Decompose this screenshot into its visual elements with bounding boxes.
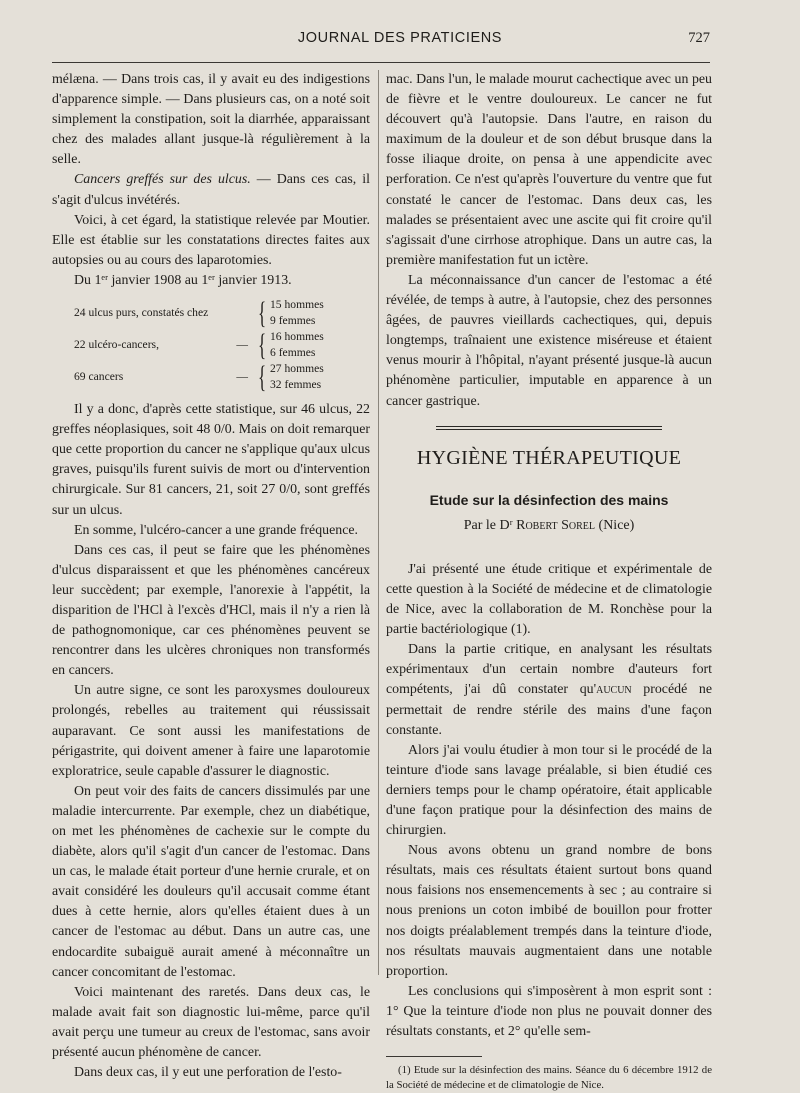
paragraph: Les conclusions qui s'imposèrent à mon esprit sont : 1° Que la teinture d'iode non plus ne pouvait donner des résultats constants, et 2° qu'elle sem- <box>386 983 712 1040</box>
paragraph: On peut voir des faits de cancers dissimulés par une maladie intercurrente. Par exemple, chez un diabétique, on met les phénomènes de cachexie sur le compte du diabète, alors qu'il s'agit d'un cancer de l'estomac. Dans un cas, le malade était porteur d'une hernie crurale, et on avait considéré les douleurs qu'il accusait comme étant dues à cette hernie, alors qu'elles étaient dues à un cancer de l'estomac au début. Dans un autre cas, une endocardite subaiguë aurait amené à méconnaître un cancer concomitant de l'estomac. <box>52 783 370 980</box>
section-rule <box>436 426 662 430</box>
paragraph <box>386 640 712 740</box>
stat-dash: — <box>236 369 248 383</box>
stat-label <box>52 305 258 321</box>
left-column <box>52 70 370 1083</box>
stat-women: 32 femmes <box>270 377 322 391</box>
paragraph: Un autre signe, ce sont les paroxysmes douloureux prolongés, rebelles au traitement qui réussissait auparavant. Ce sont aussi les manifestations de périgastrite, qui doivent amener à faire une laparotomie exploratrice, seule capable d'assurer le diagnostic. <box>52 683 370 779</box>
paragraph: Nous avons obtenu un grand nombre de bons résultats, mais ces résultats étaient surtout bons quand nous faisions nos ensemencements à sec ; au contraire si nous prenions un coton imbibé de bouillon pour frotter nos doigts préalablement trempés dans la teinture d'iode, nos résultats mauvais augmentaient dans une notable proportion. <box>386 843 712 979</box>
stat-women: 6 femmes <box>270 345 316 359</box>
byline-place: (Nice) <box>598 517 635 533</box>
byline-prefix: Par le Dʳ <box>463 517 513 533</box>
paragraph: Dans deux cas, il y eut une perforation de l'esto- <box>74 1065 342 1081</box>
stat-values <box>270 329 324 360</box>
stat-men: 27 hommes <box>270 362 324 376</box>
page-number: 727 <box>688 30 710 46</box>
paragraph: mac. Dans l'un, le malade mourut cachectique avec un peu de fièvre et le ventre douloureux. Le cancer ne fut découvert qu'à l'autopsie. Dans l'autre, en raison du maximum de la douleur et de son début brusque dans la fosse iliaque droite, on pensa à une appendicite avec perforation. Ce n'est qu'après l'ouverture du ventre que fut constaté le cancer de l'estomac. Dans deux cas, les malades se présentaient avec une ascite qui fit croire qu'il s'agissait d'une cirrhose atrophique. Dans un autre cas, la première manifestation fut un ictère. <box>386 72 712 268</box>
stat-label <box>52 337 258 353</box>
paragraph: Il y a donc, d'après cette statistique, sur 46 ulcus, 22 greffes néoplasiques, soit 48 0/0. Mais on doit remarquer que cette proportion du cancer ne s'applique qu'aux ulcus graves, puisqu'ils furent suivis de mort ou d'intervention chirurgicale. Sur 81 cancers, 21, soit 27 0/0, sont greffés sur un ulcus. <box>52 402 370 518</box>
journal-title: JOURNAL DES PRATICIENS <box>297 30 503 46</box>
paragraph: La méconnaissance d'un cancer de l'estomac a été révélée, de temps à autre, à l'autopsie, chez des personnes âgées, de pauvres vieillards cachectiques, qui, depuis longtemps, traînaient une existence miséreuse et étaient venus mourir à l'hôpital, n'ayant présenté jusque-là aucun phénomène particulier, imputable en apparence à un cancer gastrique. <box>386 272 712 409</box>
stat-label <box>52 369 258 385</box>
paragraph <box>52 170 370 210</box>
italic-lead: Cancers greffés sur des ulcus. <box>74 172 251 188</box>
byline <box>386 516 712 536</box>
paragraph: Dans ces cas, il peut se faire que les phénomènes d'ulcus disparaissent et que les phénomènes cancéreux leur succèdent; par exemple, l'anorexie à l'appétit, la disparition de l'HCl à l'excès d'HCl, mais il n'y a rien là de pathognomonique, car ces phénomènes peuvent se rencontrer dans les ulcères chroniques non transformés en cancers. <box>52 542 370 679</box>
brace-glyph: { <box>258 294 267 330</box>
paragraph: Alors j'ai voulu étudier à mon tour si le procédé de la teinture d'iode sans lavage préalable, si bien étudié ces derniers temps pour le champ opératoire, était applicable d'une façon pratique pour la désinfection des mains de chirurgien. <box>386 742 712 839</box>
stat-men: 15 hommes <box>270 298 324 312</box>
running-head <box>0 30 800 54</box>
stat-label-text: 22 ulcéro-cancers, <box>74 337 159 351</box>
stat-values <box>270 361 324 392</box>
section-title: HYGIÈNE THÉRAPEUTIQUE <box>416 446 682 469</box>
right-column <box>386 70 712 1093</box>
brace-glyph: { <box>258 326 267 362</box>
statistics-table <box>52 294 370 394</box>
stat-dash: — <box>236 337 248 351</box>
byline-author: Robert Sorel <box>516 517 596 533</box>
paragraph: J'ai présenté une étude critique et expérimentale de cette question à la Société de médecine et de climatologie de Nice, avec la collaboration de M. Ronchèse pour la partie bactériologique (1). <box>386 561 712 638</box>
paragraph-text: procédé ne permettait de rendre stérile des mains d'une façon constante. <box>386 682 712 738</box>
stat-label-text: 69 cancers <box>74 369 124 383</box>
stat-row <box>52 294 370 330</box>
paragraph-text: — Dans ces cas, il s'agit d'ulcus invétérés. <box>52 172 371 208</box>
brace-glyph: { <box>258 358 267 394</box>
paragraph: Voici, à cet égard, la statistique relevée par Moutier. Elle est établie sur les constatations directes faites aux autopsies ou au cours des laparotomies. <box>52 212 370 268</box>
header-rule <box>52 62 710 63</box>
stat-values <box>270 297 324 328</box>
stat-women: 9 femmes <box>270 313 316 327</box>
paragraph: Voici maintenant des raretés. Dans deux cas, le malade avait fait son diagnostic lui-même, parce qu'il avait perçu une tumeur au creux de l'estomac, sans avoir présenté aucun phénomène de cancer. <box>52 984 370 1061</box>
stat-label-text: 24 ulcus purs, constatés chez <box>74 305 209 319</box>
paragraph-text: Dans la partie critique, en analysant les résultats expérimentaux d'un certain nombre d'auteurs fort compétents, j'ai dû constater qu' <box>386 642 712 698</box>
footnote-rule <box>386 1056 482 1057</box>
stat-men: 16 hommes <box>270 330 324 344</box>
article-title: Etude sur la désinfection des mains <box>429 491 669 508</box>
paragraph: En somme, l'ulcéro-cancer a une grande fréquence. <box>74 522 359 538</box>
footnote: (1) Etude sur la désinfection des mains. Séance du 6 décembre 1912 de la Société de médecine et de climatologie de Nice. <box>386 1064 712 1092</box>
stat-row <box>52 326 370 362</box>
paragraph: mélæna. — Dans trois cas, il y avait eu des indigestions d'apparence simple. — Dans plusieurs cas, on a noté soit simplement la constipation, soit la diarrhée, apparaissant chez des malades allant jusque-là régulièrement à la selle. <box>52 72 370 168</box>
column-divider <box>378 70 379 975</box>
smallcaps-word: aucun <box>596 682 632 698</box>
stat-row <box>52 358 370 394</box>
paragraph: Du 1ᵉʳ janvier 1908 au 1ᵉʳ janvier 1913. <box>74 272 292 288</box>
